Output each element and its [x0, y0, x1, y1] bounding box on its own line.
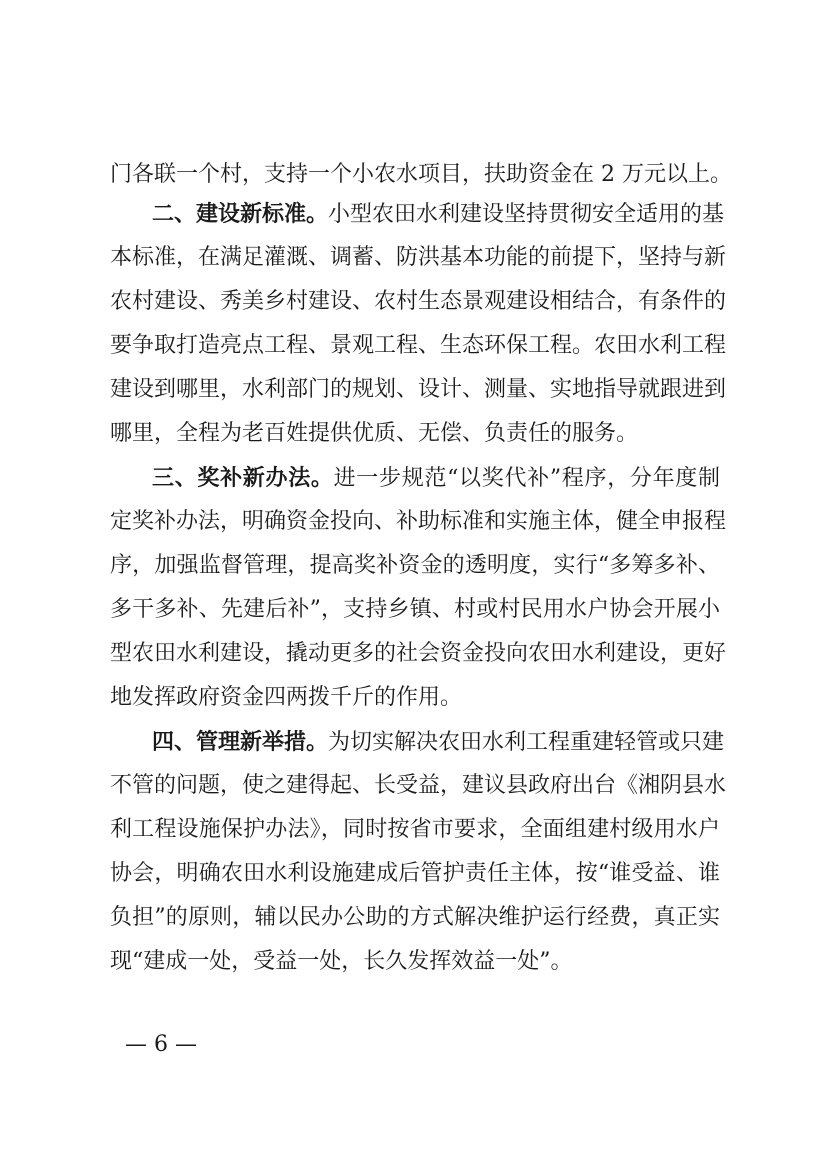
paragraph-text: 小型农田水利建设坚持贯彻安全适用的基	[328, 202, 725, 227]
section-heading: 四、管理新举措。	[152, 729, 329, 755]
paragraph-first-line	[152, 722, 725, 762]
paragraph-line: 本标准，在满足灌溉、调蓄、防洪基本功能的前提下，坚持与新	[110, 245, 727, 270]
paragraph-text: 进一步规范“以奖代补”程序，分年度制	[333, 466, 720, 491]
paragraph-line: 多干多补、先建后补”，支持乡镇、村或村民用水户协会开展小	[110, 597, 720, 622]
paragraph-line: 地发挥政府资金四两拨千斤的作用。	[110, 685, 463, 710]
paragraph-line: 定奖补办法，明确资金投向、补助标准和实施主体，健全申报程	[110, 509, 727, 534]
paragraph-line: 协会，明确农田水利设施建成后管护责任主体，按“谁受益、谁	[110, 861, 720, 886]
section-heading: 二、建设新标准。	[152, 201, 329, 227]
paragraph-line: 利工程设施保护办法》，同时按省市要求，全面组建村级用水户	[110, 817, 720, 842]
paragraph-line: 负担”的原则，辅以民办公助的方式解决维护运行经费，真正实	[110, 905, 720, 930]
page-number: — 6 —	[125, 1032, 197, 1057]
paragraph-line: 要争取打造亮点工程、景观工程、生态环保工程。农田水利工程	[110, 333, 727, 358]
paragraph-line: 现“建成一处，受益一处，长久发挥效益一处”。	[110, 949, 573, 974]
section-heading: 三、奖补新办法。	[152, 465, 334, 491]
paragraph-line: 不管的问题，使之建得起、长受益，建议县政府出台《湘阴县水	[110, 773, 727, 798]
paragraph-line: 农村建设、秀美乡村建设、农村生态景观建设相结合，有条件的	[110, 289, 727, 314]
paragraph-line: 哪里，全程为老百姓提供优质、无偿、负责任的服务。	[110, 421, 639, 446]
paragraph-line: 建设到哪里，水利部门的规划、设计、测量、实地指导就跟进到	[110, 377, 727, 402]
paragraph-first-line	[152, 194, 725, 234]
paragraph-line: 序，加强监督管理，提高奖补资金的透明度，实行“多筹多补、	[110, 553, 720, 578]
paragraph-first-line	[152, 458, 720, 498]
paragraph-line: 型农田水利建设，撬动更多的社会资金投向农田水利建设，更好	[110, 641, 727, 666]
paragraph-line: 门各联一个村，支持一个小农水项目，扶助资金在 2 万元以上。	[110, 162, 732, 187]
paragraph-text: 为切实解决农田水利工程重建轻管或只建	[328, 730, 725, 755]
